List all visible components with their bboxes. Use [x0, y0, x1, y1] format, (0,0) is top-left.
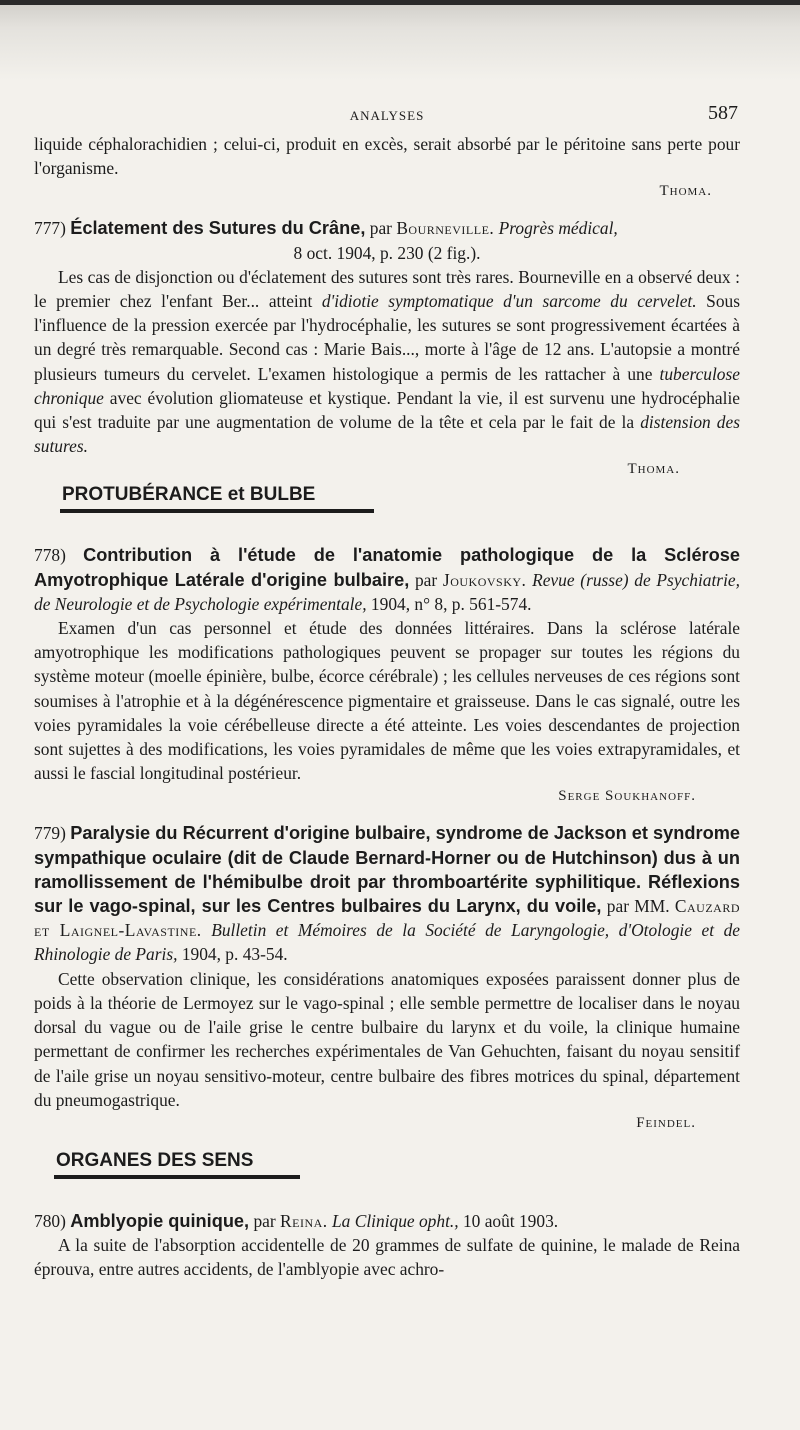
section-title: ORGANES DES SENS — [56, 1149, 254, 1171]
section-title: PROTUBÉRANCE et BULBE — [62, 484, 316, 506]
entry-heading — [34, 1209, 740, 1233]
entry-date: 1904, n° 8, p. 561-574. — [370, 593, 532, 614]
body-emphasis: d'idiotie symptomatique d'un sarcome du cervelet. — [321, 291, 697, 312]
entry-780 — [34, 1209, 740, 1282]
entry-number: 780) — [34, 1210, 66, 1231]
entry-journal: Progrès médical, — [498, 218, 618, 239]
signature: Feindel. — [636, 1114, 696, 1131]
entry-number: 778) — [34, 545, 66, 566]
entry-journal: Revue (russe) de Psychiatrie, de Neurologie et de Psychologie expérimentale, — [34, 569, 740, 614]
body-text: avec évolution gliomateuse et kystique. Pendant la vie, il est survenu une hydrocéphalie qui s'est traduite par une augmentation de volume de la tête et cela par le fait de la — [34, 387, 740, 433]
body-text: Les cas de disjonction ou d'éclatement des sutures sont très rares. Bourneville en a observé deux : le premier chez l'enfant Ber... atteint — [34, 266, 740, 312]
body-emphasis: tuberculose chronique — [34, 363, 740, 408]
entry-title: Contribution à l'étude de l'anatomie pathologique de la Sclérose Amyotrophique Latérale d'origine bulbaire, — [34, 545, 740, 590]
entry-title: Paralysie du Récurrent d'origine bulbaire, syndrome de Jackson et syndrome sympathique oculaire (dit de Claude Bernard-Horner ou de Hutchinson) dus à un ramollissement de l'hémibulbe droit par thromboartérite syphilitique. Réflexions sur le vago-spinal, sur les Centres bulbaires du Larynx, du voile, — [34, 823, 740, 917]
entry-title: Amblyopie quinique, — [70, 1210, 250, 1231]
top-edge-rule — [0, 0, 800, 5]
entry-body — [34, 265, 740, 459]
page-number: 587 — [708, 102, 738, 124]
entry-author: Cauzard et Laignel-Lavastine. — [34, 896, 741, 941]
entry-author: Bourneville. — [396, 218, 495, 239]
section-rule — [54, 1175, 300, 1179]
entry-date: 10 août 1903. — [462, 1210, 559, 1231]
body-text: Sous l'influence de la pression exercée par l'hydrocéphalie, les sutures se sont progressivement écartées à un degré très remarquable. Second cas : Marie Bais..., morte à l'âge de 12 ans. L'autopsie a montré plusieurs tumeurs du cervelet. L'examen histologique a permis de les rattacher à une — [34, 291, 740, 384]
section-heading-organes — [34, 1150, 740, 1179]
entry-journal: Bulletin et Mémoires de la Société de Laryngologie, d'Otologie et de Rhinologie de Paris, — [34, 920, 740, 965]
signature: Serge Soukhanoff. — [558, 788, 696, 805]
entry-heading — [34, 216, 740, 240]
entry-by: par — [253, 1210, 276, 1231]
entry-body: Cette observation clinique, les considérations anatomiques exposées paraissent donner plus de poids à la théorie de Lermoyez sur le vago-spinal ; elle semble permettre de localiser dans le noyau dorsal du vague ou de l'aile grise le centre bulbaire du larynx et du voile, la clinique humaine permettant de confirmer les recherches expérimentales de Van Gehuchten, faisant du noyau sensitif de l'aile grise un noyau sensitivo-moteur, centre bulbaire des fibres motrices du spinal, département du pneumogastrique. — [34, 968, 740, 1110]
entry-by: par — [369, 218, 392, 239]
entry-journal: La Clinique opht., — [332, 1210, 459, 1231]
entry-heading — [34, 821, 740, 966]
entry-777 — [34, 216, 740, 480]
entry-778 — [34, 543, 740, 807]
entry-number: 779) — [34, 823, 66, 844]
entry-date: 8 oct. 1904, p. 230 (2 fig.). — [293, 242, 481, 263]
entry-body: A la suite de l'absorption accidentelle de 20 grammes de sulfate de quinine, le malade de Reina éprouva, entre autres accidents, de l'amblyopie avec achro- — [34, 1235, 740, 1280]
page-header — [34, 100, 740, 132]
entry-by: par — [414, 569, 438, 590]
signature: Thoma. — [659, 183, 712, 200]
scan-shadow — [0, 0, 800, 80]
section-rule — [60, 509, 374, 513]
entry-body: Examen d'un cas personnel et étude des données littéraires. Dans la sclérose latérale amyotrophique les modifications pathologiques peuvent se propager sur toutes les régions du système moteur (moelle épinière, bulbe, écorce cérébrale) ; les cellules nerveuses de ces régions sont soumises à l'atrophie et à la dégénérescence pigmentaire et graisseuse. Dans le cas signalé, outre les voies pyramidales la voie cérébelleuse directe a été atteinte. Les voies descendantes de projection sont sujettes à des modifications, les voies pyramidales de même que les voies extrapyramidales, et aussi le fascial longitudinal postérieur. — [34, 618, 740, 784]
entry-779 — [34, 821, 740, 1133]
signature: Thoma. — [627, 461, 680, 478]
entry-heading — [34, 543, 740, 616]
page — [34, 100, 740, 1282]
entry-number: 777) — [34, 218, 66, 239]
section-heading-protuberance — [34, 484, 740, 513]
entry-author: Joukovsky. — [442, 569, 527, 590]
entry-author: Reina. — [280, 1210, 328, 1231]
continuation-text: liquide céphalorachidien ; celui-ci, produit en excès, serait absorbé par le péritoine sans perte pour l'organisme. — [34, 134, 740, 179]
entry-by: par MM. — [606, 896, 670, 917]
entry-date: 1904, p. 43-54. — [181, 944, 288, 965]
body-emphasis: distension des sutures. — [34, 412, 740, 457]
running-title: ANALYSES — [349, 108, 425, 123]
entry-title: Éclatement des Sutures du Crâne, — [70, 218, 366, 239]
